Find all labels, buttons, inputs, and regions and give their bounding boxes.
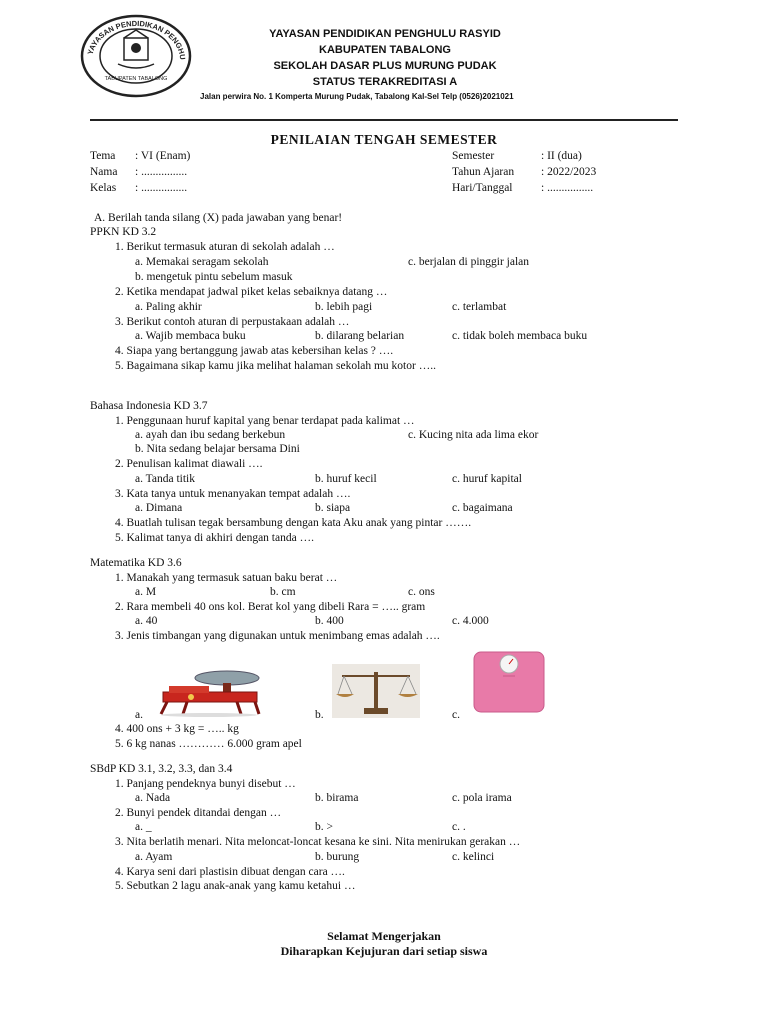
answer-option[interactable]: c. berjalan di pinggir jalan	[408, 256, 530, 268]
question-text: 4. 400 ons + 3 kg = ….. kg	[115, 723, 239, 735]
question-text: 5. 6 kg nanas ………… 6.000 gram apel	[115, 738, 302, 750]
accreditation-status: STATUS TERAKREDITASI A	[312, 76, 458, 88]
bathroom-scale-icon	[473, 651, 545, 713]
kitchen-scale-image[interactable]	[157, 666, 262, 718]
answer-option[interactable]: c. Kucing nita ada lima ekor	[408, 429, 539, 441]
section-heading-bahasa-indonesia: Bahasa Indonesia KD 3.7	[90, 400, 208, 412]
question-text: 1. Berikut termasuk aturan di sekolah adalah …	[115, 241, 335, 253]
answer-option[interactable]: c. kelinci	[452, 851, 495, 863]
question-text: 3. Berikut contoh aturan di perpustakaan adalah …	[115, 316, 350, 328]
nama-field[interactable]: : ................	[135, 166, 188, 178]
section-heading-matematika: Matematika KD 3.6	[90, 557, 182, 569]
answer-option[interactable]: a. 40	[135, 615, 158, 627]
answer-option[interactable]: b. cm	[270, 586, 296, 598]
answer-option[interactable]: a. Wajib membaca buku	[135, 330, 246, 342]
semester-label: Semester	[452, 150, 495, 162]
answer-option[interactable]: c.	[452, 709, 460, 721]
nama-label: Nama	[90, 166, 118, 178]
tema-label: Tema	[90, 150, 116, 162]
answer-option[interactable]: b. burung	[315, 851, 360, 863]
question-text: 2. Ketika mendapat jadwal piket kelas sebaiknya datang …	[115, 286, 388, 298]
question-text: 4. Siapa yang bertanggung jawab atas kebersihan kelas ? ….	[115, 345, 394, 357]
answer-option[interactable]: b.	[315, 709, 324, 721]
question-text: 1. Panjang pendeknya bunyi disebut …	[115, 778, 296, 790]
closing-note: Diharapkan Kejujuran dari setiap siswa	[280, 944, 488, 958]
answer-option[interactable]: c. ons	[408, 586, 435, 598]
kelas-label: Kelas	[90, 182, 117, 194]
kitchen-scale-icon	[157, 666, 262, 718]
question-text: 5. Bagaimana sikap kamu jika melihat halaman sekolah mu kotor …..	[115, 360, 436, 372]
hari-tanggal-label: Hari/Tanggal	[452, 182, 513, 194]
answer-option[interactable]: c. bagaimana	[452, 502, 513, 514]
answer-option[interactable]: a. M	[135, 586, 157, 598]
answer-option[interactable]: c. huruf kapital	[452, 473, 522, 485]
school-address: Jalan perwira No. 1 Komperta Murung Pudak, Tabalong Kal-Sel Telp (0526)2021021	[200, 92, 514, 101]
answer-option[interactable]: b. Nita sedang belajar bersama Dini	[135, 443, 300, 455]
instruction: A. Berilah tanda silang (X) pada jawaban yang benar!	[94, 212, 343, 224]
header-divider	[90, 119, 678, 121]
answer-option[interactable]: a. Dimana	[135, 502, 183, 514]
answer-option[interactable]: c. 4.000	[452, 615, 489, 627]
question-text: 2. Penulisan kalimat diawali ….	[115, 458, 263, 470]
question-text: 3. Nita berlatih menari. Nita meloncat-loncat kesana ke sini. Nita menirukan gerakan …	[115, 836, 521, 848]
foundation-name: YAYASAN PENDIDIKAN PENGHULU RASYID	[269, 28, 501, 40]
answer-option[interactable]: a. Ayam	[135, 851, 173, 863]
section-heading-ppkn: PPKN KD 3.2	[90, 226, 157, 238]
answer-option[interactable]: b. siapa	[315, 502, 351, 514]
answer-option[interactable]: c. pola irama	[452, 792, 512, 804]
section-heading-sbdp: SBdP KD 3.1, 3.2, 3.3, dan 3.4	[90, 763, 233, 775]
question-text: 5. Kalimat tanya di akhiri dengan tanda ….	[115, 532, 314, 544]
question-text: 4. Buatlah tulisan tegak bersambung dengan kata Aku anak yang pintar …….	[115, 517, 472, 529]
question-text: 3. Kata tanya untuk menanyakan tempat adalah ….	[115, 488, 351, 500]
svg-text:TABUPATEN TABALONG: TABUPATEN TABALONG	[104, 76, 168, 82]
answer-option[interactable]: a. Paling akhir	[135, 301, 202, 313]
bathroom-scale-image[interactable]	[473, 651, 545, 713]
balance-scale-image[interactable]	[332, 664, 420, 718]
tahun-ajaran-value: : 2022/2023	[541, 166, 597, 178]
answer-option[interactable]: b. dilarang belarian	[315, 330, 405, 342]
page-title: PENILAIAN TENGAH SEMESTER	[270, 132, 498, 147]
question-text: 2. Bunyi pendek ditandai dengan …	[115, 807, 282, 819]
question-text: 2. Rara membeli 40 ons kol. Berat kol yang dibeli Rara = ….. gram	[115, 601, 426, 613]
kelas-field[interactable]: : ................	[135, 182, 188, 194]
answer-option[interactable]: b. 400	[315, 615, 344, 627]
closing-greeting: Selamat Mengerjakan	[327, 929, 441, 943]
answer-option[interactable]: b. huruf kecil	[315, 473, 377, 485]
answer-option[interactable]: a. _	[135, 821, 152, 833]
tahun-ajaran-label: Tahun Ajaran	[452, 166, 515, 178]
answer-option[interactable]: c. .	[452, 821, 466, 833]
school-name: SEKOLAH DASAR PLUS MURUNG PUDAK	[273, 60, 497, 72]
answer-option[interactable]: a. Tanda titik	[135, 473, 195, 485]
answer-option[interactable]: a. Memakai seragam sekolah	[135, 256, 269, 268]
question-text: 4. Karya seni dari plastisin dibuat dengan cara ….	[115, 866, 345, 878]
answer-option[interactable]: b. lebih pagi	[315, 301, 373, 313]
answer-option[interactable]: a.	[135, 709, 143, 721]
svg-text:YAYASAN PENDIDIKAN PENGHULU RA: YAYASAN PENDIDIKAN PENGHU	[85, 18, 188, 61]
regency-name: KABUPATEN TABALONG	[319, 44, 451, 56]
answer-option[interactable]: a. ayah dan ibu sedang berkebun	[135, 429, 286, 441]
balance-scale-icon	[332, 664, 420, 718]
question-text: 5. Sebutkan 2 lagu anak-anak yang kamu ketahui …	[115, 880, 356, 892]
answer-option[interactable]: b. mengetuk pintu sebelum masuk	[135, 271, 293, 283]
answer-option[interactable]: b. birama	[315, 792, 359, 804]
question-text: 3. Jenis timbangan yang digunakan untuk menimbang emas adalah ….	[115, 630, 440, 642]
answer-option[interactable]: c. tidak boleh membaca buku	[452, 330, 588, 342]
answer-option[interactable]: b. >	[315, 821, 333, 833]
semester-value: : II (dua)	[541, 150, 582, 162]
answer-option[interactable]: c. terlambat	[452, 301, 507, 313]
tema-value: : VI (Enam)	[135, 150, 191, 162]
question-text: 1. Penggunaan huruf kapital yang benar terdapat pada kalimat …	[115, 415, 415, 427]
answer-option[interactable]: a. Nada	[135, 792, 171, 804]
question-text: 1. Manakah yang termasuk satuan baku berat …	[115, 572, 338, 584]
hari-tanggal-field[interactable]: : ................	[541, 182, 594, 194]
